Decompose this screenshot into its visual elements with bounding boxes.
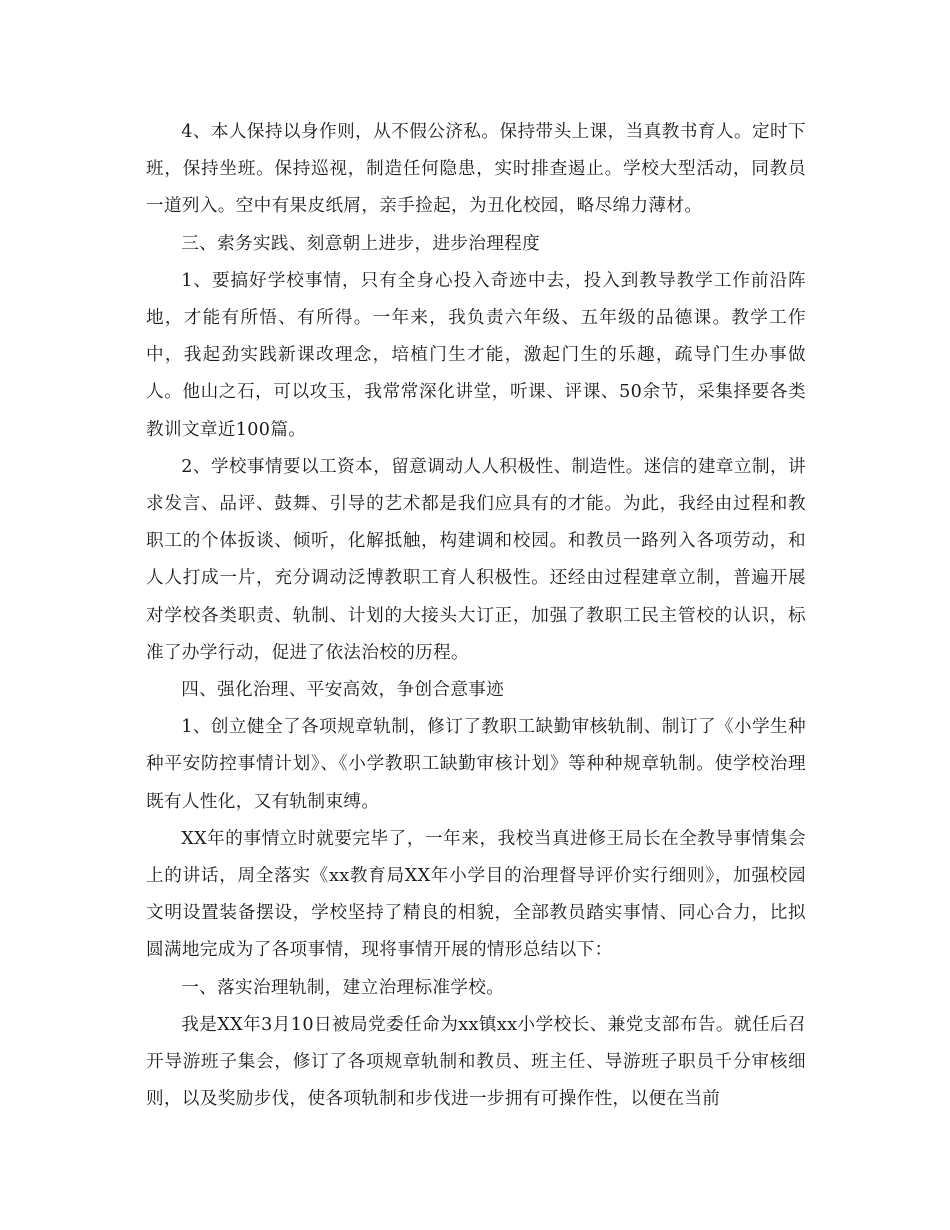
section-heading-3: 三、索务实践、刻意朝上进步，进步治理程度 [181,233,541,254]
paragraph-appointment: 我是XX年3月10日被局党委任命为xx镇xx小学校长、兼党支部布告。就任后召开导游班子集会，修订了各项规章轨制和教员、班主任、导游班子职员千分审核细则，以及奖励步伐，使各项轨制和步伐进一步拥有可操作性，以便在当前 [146,1014,806,1110]
document-body [146,114,806,1118]
section-heading-4: 四、强化治理、平安高效，争创合意事迹 [181,680,505,701]
paragraph-year-summary: XX年的事情立时就要完毕了，一年来，我校当真进修王局长在全教导事情集会上的讲话，周全落实《xx教育局XX年小学目的治理督导评价实行细则》，加强校园文明设置装备摆设，学校坚持了精良的相貌，全部教员踏实事情、同心合力，比拟圆满地完成为了各项事情，现将事情开展的情形总结以下： [146,828,806,961]
paragraph-item-2-people-management: 2、学校事情要以工资本，留意调动人人积极性、制造性。迷信的建章立制，讲求发言、品评、鼓舞、引导的艺术都是我们应具有的才能。为此，我经由过程和教职工的个体扳谈、倾听，化解抵触，构建调和校园。和教员一路列入各项劳动，和人人打成一片，充分调动泛博教职工育人积极性。还经由过程建章立制，普遍开展对学校各类职责、轨制、计划的大接头大订正，加强了教职工民主管校的认识，标准了办学行动，促进了依法治校的历程。 [146,456,806,663]
paragraph-item-1-regulations: 1、创立健全了各项规章轨制，修订了教职工缺勤审核轨制、制订了《小学生种种平安防控事情计划》、《小学教职工缺勤审核计划》等种种规章轨制。使学校治理既有人性化，又有轨制束缚。 [146,717,806,812]
paragraph-item-1-teaching: 1、要搞好学校事情，只有全身心投入奇迹中去，投入到教导教学工作前沿阵地，才能有所悟、有所得。一年来，我负责六年级、五年级的品德课。教学工作中，我起劲实践新课改理念，培植门生才能，激起门生的乐趣，疏导门生办事做人。他山之石，可以攻玉，我常常深化讲堂，听课、评课、50余节，采集择要各类教训文章近100篇。 [146,270,806,440]
paragraph-item-4-self-discipline: 4、本人保持以身作则，从不假公济私。保持带头上课，当真教书育人。定时下班，保持坐班。保持巡视，制造任何隐患，实时排查遏止。学校大型活动，同教员一道列入。空中有果皮纸屑，亲手捡起，为丑化校园，略尽绵力薄材。 [146,122,806,217]
section-heading-1: 一、落实治理轨制，建立治理标准学校。 [181,977,505,998]
